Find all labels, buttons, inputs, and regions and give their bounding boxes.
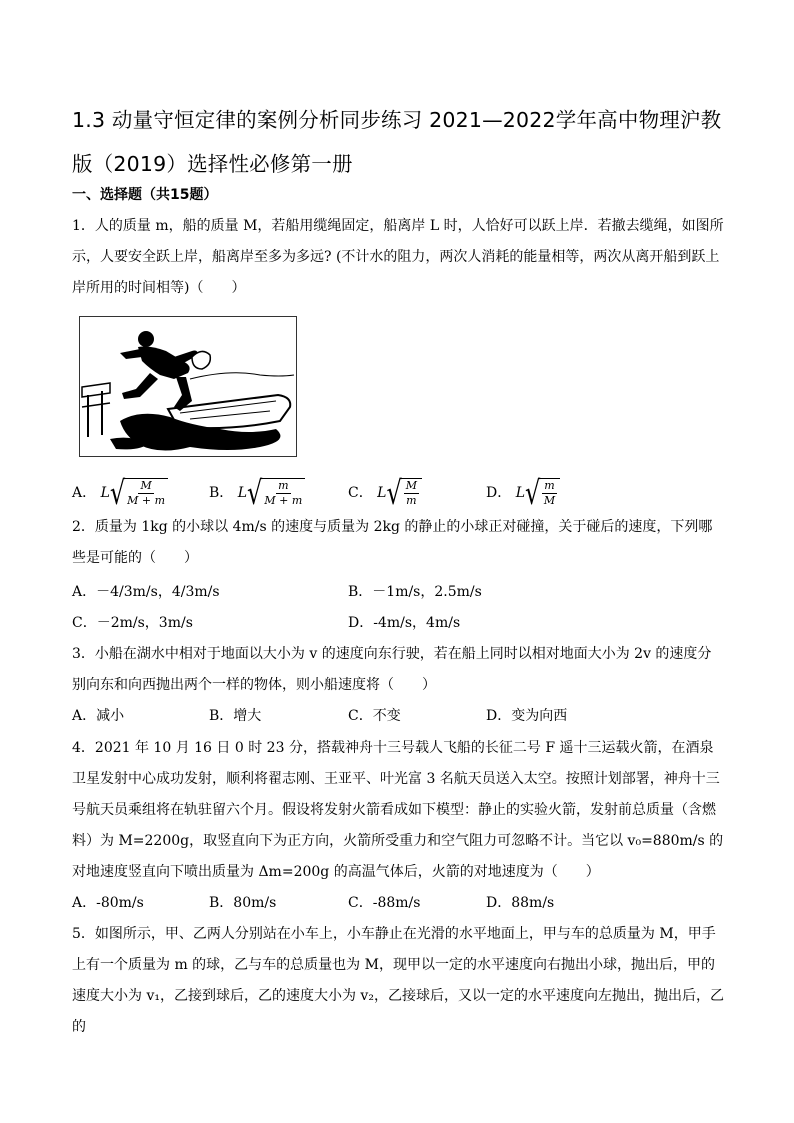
question-1-option-a[interactable]	[72, 474, 168, 512]
question-4-option-c[interactable]: C．-88m/s	[348, 895, 421, 911]
var-L: L	[237, 485, 248, 501]
var-L: L	[377, 485, 387, 501]
radical-icon: √	[386, 474, 402, 512]
question-2-option-a[interactable]: A．－4/3m/s，4/3m/s	[72, 584, 220, 600]
option-key: A．	[72, 485, 97, 501]
var-L: L	[515, 485, 525, 501]
denominator: m	[406, 494, 417, 507]
question-5-text: 5．如图所示，甲、乙两人分别站在小车上，小车静止在光滑的水平地面上，甲与车的总质量为 M，甲手上有一个质量为 m 的球，乙与车的总质量也为 M，现甲以一定的水平速度向右抛出小球，抛出后，甲的速度大小为 v₁，乙接到球后，乙的速度大小为 v₂，乙接球后，又以一定的水平速度向左抛出，抛出后，乙的	[72, 926, 724, 1035]
question-1-text: 1．人的质量 m，船的质量 M，若船用缆绳固定，船离岸 L 时，人恰好可以跃上岸．若撤去缆绳，如图所示，人要安全跃上岸，船离岸至多为多远? (不计水的阻力，两次人消耗的能量相等，两次从离开船到跃上岸所用的时间相等)（ ）	[72, 218, 724, 296]
person-jumping-boat-illustration	[80, 317, 296, 456]
fraction	[539, 478, 559, 508]
page-title: 1.3 动量守恒定律的案例分析同步练习 2021—2022学年高中物理沪教版（2019）选择性必修第一册	[72, 108, 722, 176]
numerator: M	[405, 479, 418, 492]
question-4-option-b[interactable]: B．80m/s	[209, 895, 277, 911]
fraction	[124, 478, 168, 508]
question-2-text: 2．质量为 1kg 的小球以 4m/s 的速度与质量为 2kg 的静止的小球正对碰撞，关于碰后的速度，下列哪些是可能的（ ）	[72, 519, 713, 566]
option-key: C．	[348, 485, 373, 501]
question-3-text: 3．小船在湖水中相对于地面以大小为 v 的速度向东行驶，若在船上同时以相对地面大小为 2v 的速度分别向东和向西抛出两个一样的物体，则小船速度将（ ）	[72, 646, 712, 693]
question-4-option-d[interactable]: D．88m/s	[486, 895, 555, 911]
denominator: M + m	[127, 494, 166, 507]
question-2-option-d[interactable]: D．-4m/s，4m/s	[348, 615, 461, 631]
fraction	[261, 478, 305, 508]
numerator: m	[544, 479, 555, 492]
question-2-option-c[interactable]: C．－2m/s，3m/s	[72, 615, 193, 631]
sqrt-expression	[377, 474, 422, 512]
denominator: M	[543, 494, 556, 507]
question-3-option-b[interactable]: B．增大	[209, 708, 262, 724]
question-3-option-a[interactable]: A．减小	[72, 708, 125, 724]
radical-icon: √	[524, 474, 541, 512]
numerator: M	[140, 479, 152, 492]
question-3-option-d[interactable]: D．变为向西	[486, 708, 568, 724]
numerator: m	[278, 479, 289, 492]
question-1-option-c[interactable]	[348, 474, 422, 512]
question-4-text: 4．2021 年 10 月 16 日 0 时 23 分，搭载神舟十三号载人飞船的长征二号 F 遥十三运载火箭，在酒泉卫星发射中心成功发射，顺利将翟志刚、王亚平、叶光富 3 名航天员送入太空。按照计划部署，神舟十三号航天员乘组将在轨驻留六个月。假设将发射火箭看成如下模型：静止的实验火箭，发射前总质量（含燃料）为 M=2200g，取竖直向下为正方向，火箭所受重力和空气阻力可忽略不计。当它以 v₀=880m/s 的对地速度竖直向下喷出质量为 Δm=200g 的高温气体后，火箭的对地速度为（ ）	[72, 740, 724, 880]
denominator: M + m	[264, 494, 303, 507]
sqrt-expression	[515, 474, 560, 512]
var-L: L	[100, 485, 110, 501]
option-key: B．	[209, 485, 234, 501]
question-1-figure	[79, 316, 297, 457]
question-1-option-d[interactable]	[486, 474, 560, 512]
question-1-option-b[interactable]	[209, 474, 305, 512]
radical-icon: √	[247, 474, 263, 512]
question-4-option-a[interactable]: A．-80m/s	[72, 895, 144, 911]
question-3-option-c[interactable]: C．不变	[348, 708, 401, 724]
fraction	[401, 478, 422, 508]
option-key: D．	[486, 485, 512, 501]
radical-icon: √	[109, 474, 126, 512]
sqrt-expression	[100, 474, 169, 512]
section-heading: 一、选择题（共15题）	[72, 187, 218, 203]
sqrt-expression	[237, 474, 306, 512]
question-2-option-b[interactable]: B．－1m/s，2.5m/s	[348, 584, 482, 600]
